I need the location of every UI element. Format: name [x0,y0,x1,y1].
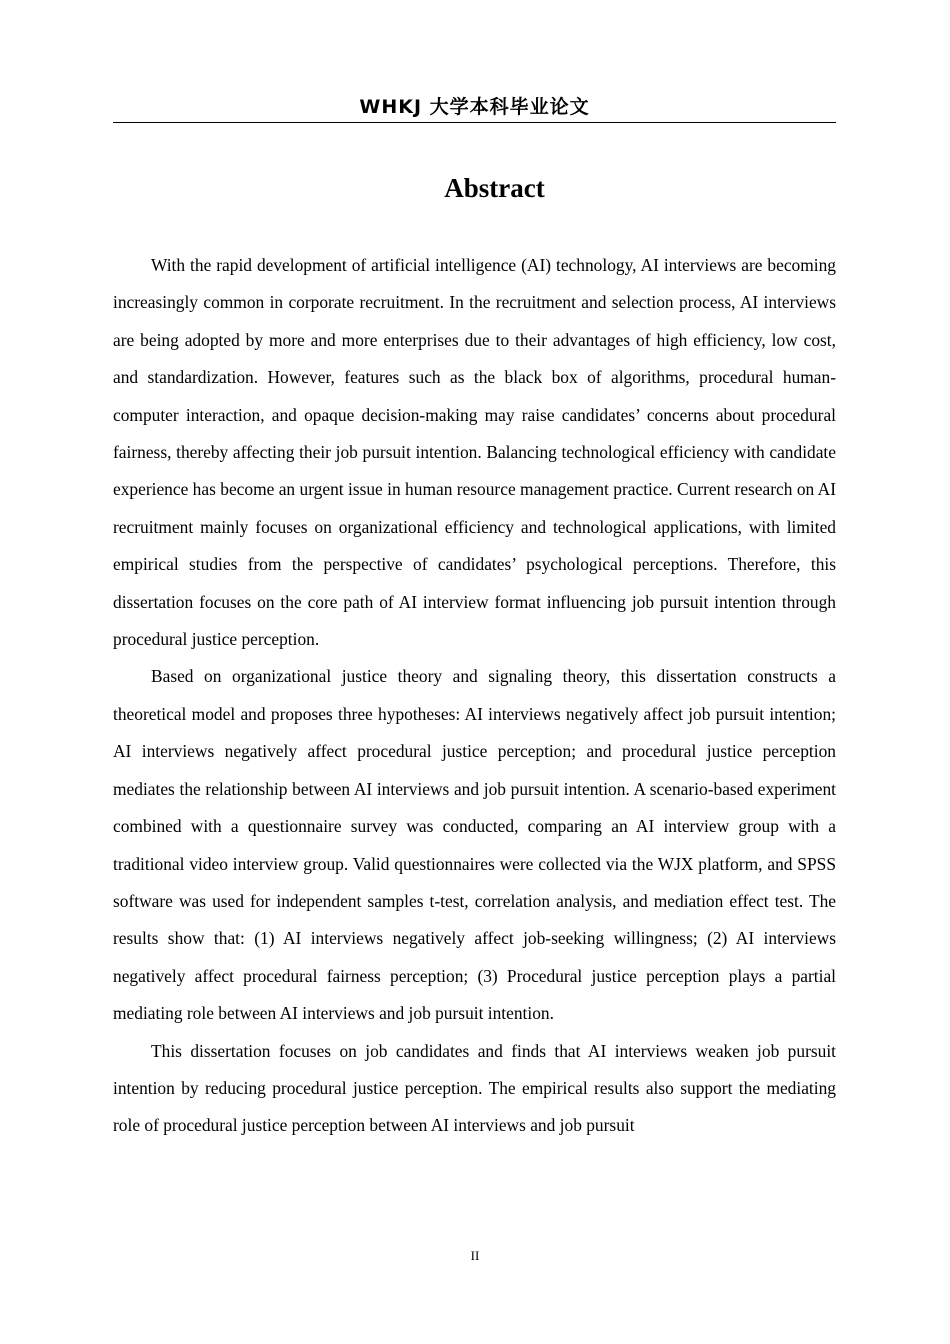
abstract-paragraph: Based on organizational justice theory and signaling theory, this dissertation constructs a theoretical model and proposes three hypotheses: AI interviews negatively affect job pursuit intention; AI interviews negatively affect procedural justice perception; and procedural justice perception mediates the relationship between AI interviews and job pursuit intention. A scenario-based experiment combined with a questionnaire survey was conducted, comparing an AI interview group with a traditional video interview group. Valid questionnaires were collected via the WJX platform, and SPSS software was used for independent samples t-test, correlation analysis, and mediation effect test. The results show that: (1) AI interviews negatively affect job-seeking willingness; (2) AI interviews negatively affect procedural fairness perception; (3) Procedural justice perception plays a partial mediating role between AI interviews and job pursuit intention. [113,666,836,1024]
running-header [113,92,836,123]
page-title: Abstract [444,173,545,203]
page-number: II [470,1248,480,1263]
abstract-body [113,247,836,1145]
abstract-paragraph: This dissertation focuses on job candidates and finds that AI interviews weaken job pursuit intention by reducing procedural justice perception. The empirical results also support the mediating role of procedural justice perception between AI interviews and job pursuit [113,1040,836,1136]
running-header-title: WHKJ 大学本科毕业论文 [359,96,590,118]
abstract-paragraph: With the rapid development of artificial intelligence (AI) technology, AI interviews are becoming increasingly common in corporate recruitment. In the recruitment and selection process, AI interviews are being adopted by more and more enterprises due to their advantages of high efficiency, low cost, and standardization. However, features such as the black box of algorithms, procedural human-computer interaction, and opaque decision-making may raise candidates’ concerns about procedural fairness, thereby affecting their job pursuit intention. Balancing technological efficiency with candidate experience has become an urgent issue in human resource management practice. Current research on AI recruitment mainly focuses on organizational efficiency and technological applications, with limited empirical studies from the perspective of candidates’ psychological perceptions. Therefore, this dissertation focuses on the core path of AI interview format influencing job pursuit intention through procedural justice perception. [113,255,836,650]
